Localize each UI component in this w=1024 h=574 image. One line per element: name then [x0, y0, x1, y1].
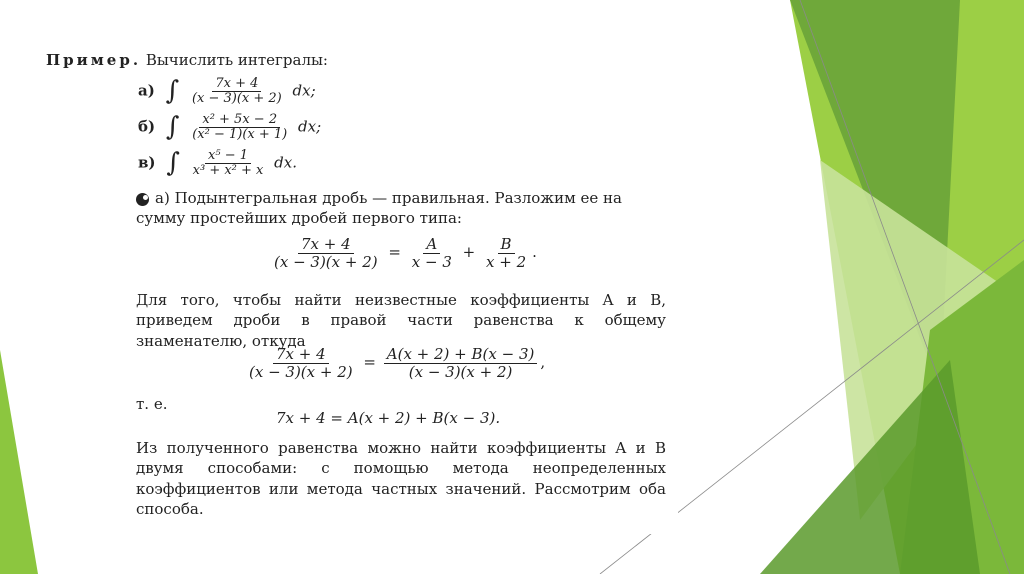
solution-intro-line2: сумму простейших дробей первого типа:: [136, 209, 462, 227]
fraction-lhs: $\frac{7x + 4}{(x - 3)(x + 2)}$: [274, 235, 378, 271]
equals-sign: =: [388, 243, 401, 261]
fraction-lhs: $\frac{7x + 4}{(x - 3)(x + 2)}$: [249, 345, 353, 381]
differential: dx;: [298, 117, 322, 136]
paragraph-coefficients: Для того, чтобы найти неизвестные коэффициенты A и B, приведем дроби в правой части равенства к общему знаменателю, откуда: [136, 291, 666, 350]
numerator: x² + 5x − 2: [199, 113, 280, 128]
differential: dx.: [274, 153, 297, 172]
fraction-rhs: $\frac{A(x + 2) + B(x - 3)}{(x - 3)(x + 2)}$: [384, 346, 538, 380]
solution-bullet-icon: [136, 193, 149, 206]
item-label: а): [138, 81, 155, 100]
equation-2: $\frac{7x + 4}{(x - 3)(x + 2)}$ = $\frac{A(x + 2) + B(x - 3)}{(x - 3)(x + 2)}$ ,: [243, 346, 545, 380]
fraction-b: $\frac{B}{x + 2}$: [486, 235, 527, 271]
integral-a: [138, 74, 316, 109]
example-heading: [46, 50, 328, 70]
denominator: (x − 3)(x + 2): [191, 91, 282, 107]
fraction: [190, 149, 267, 179]
integral-sign-icon: ∫: [166, 148, 180, 178]
denominator: x³ + x² + x: [192, 163, 264, 179]
fraction: [189, 113, 290, 143]
integral-sign-icon: ∫: [165, 76, 180, 106]
fraction: [189, 77, 285, 107]
scanned-document: [38, 38, 678, 534]
numerator: 7x + 4: [212, 77, 261, 92]
integral-b: [138, 110, 321, 145]
integral-c: [138, 146, 297, 181]
te-label: т. е.: [136, 395, 168, 413]
paragraph-methods: Из полученного равенства можно найти коэффициенты A и B двумя способами: с помощью метода неопределенных коэффициентов или метода частных значений. Рассмотрим оба способа.: [136, 439, 666, 518]
fraction-a: $\frac{A}{x - 3}$: [411, 235, 452, 271]
solution-intro-line1: а) Подынтегральная дробь — правильная. Разложим ее на: [136, 188, 622, 208]
item-label: в): [138, 153, 156, 172]
heading-label: Пример.: [46, 51, 142, 69]
numerator: x⁵ − 1: [205, 149, 251, 164]
equals-sign: =: [363, 353, 376, 371]
differential: dx;: [292, 81, 316, 100]
plus-sign: +: [462, 243, 476, 261]
denominator: (x² − 1)(x + 1): [192, 127, 288, 143]
integral-sign-icon: ∫: [165, 112, 180, 142]
equation-1: $\frac{7x + 4}{(x - 3)(x + 2)}$ = $\frac{A}{x - 3}$ + $\frac{B}{x + 2}$ .: [268, 236, 537, 270]
item-label: б): [138, 117, 156, 136]
green-shape-left-bottom: [0, 350, 38, 574]
equation-3: 7x + 4 = A(x + 2) + B(x − 3).: [276, 409, 501, 427]
heading-text: Вычислить интегралы:: [145, 51, 328, 69]
